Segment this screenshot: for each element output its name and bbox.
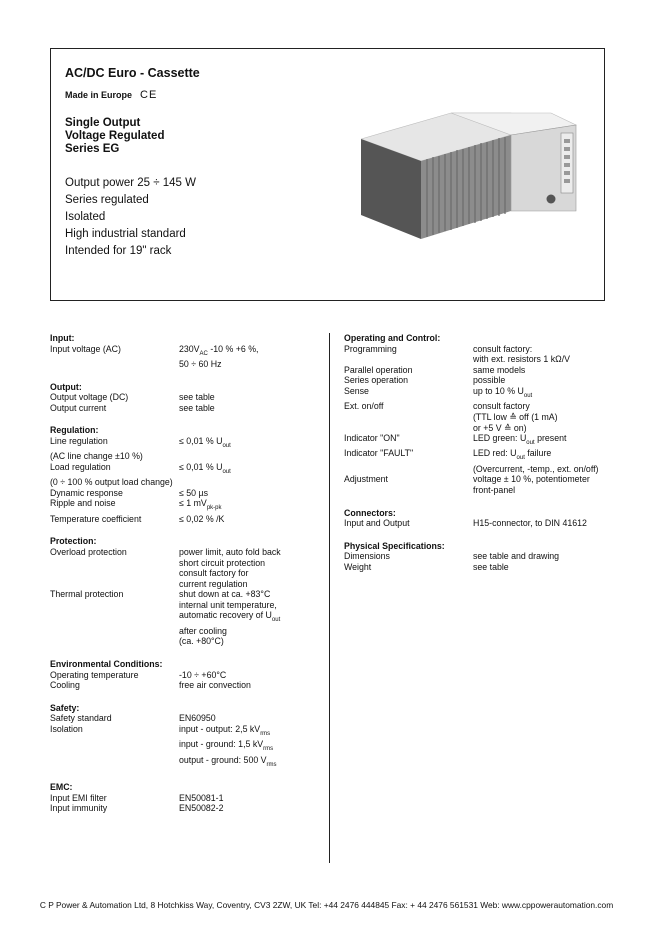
spec-key [50, 568, 179, 579]
spec-value: see table and drawing [473, 551, 560, 562]
bullet-item: Series regulated [65, 194, 149, 206]
spec-section [50, 703, 320, 770]
spec-value: consult factory [473, 401, 530, 412]
spec-key: Operating temperature [50, 669, 139, 680]
spec-key: Dimensions [344, 551, 390, 562]
spec-value: up to 10 % $U_{out}$ [473, 385, 533, 399]
footer-contact: C P Power & Automation Ltd, 8 Hotchkiss Way, Coventry, CV3 2ZW, UK Tel: +44 2476 444845 Fax: + 44 2476 561531 Web: www.cppowerautomation.com [39, 900, 614, 910]
spec-value: current regulation [179, 578, 248, 589]
spec-row [50, 803, 320, 814]
spec-row [344, 412, 644, 423]
spec-value: shut down at ca. +83°C [179, 589, 271, 600]
spec-row [50, 359, 320, 370]
spec-value: or +5 V ≙ on) [473, 422, 527, 433]
spec-value: consult factory for [179, 568, 249, 579]
spec-value: voltage ± 10 %, potentiometer [473, 474, 590, 485]
spec-key: Indicator "ON" [344, 433, 400, 444]
document-title: AC/DC Euro - Cassette [65, 66, 200, 80]
spec-row [50, 724, 320, 739]
spec-section [344, 508, 644, 529]
spec-row [344, 354, 644, 365]
spec-key: Ext. on/off [344, 401, 384, 412]
spec-key: Weight [344, 561, 372, 572]
spec-key [344, 485, 473, 496]
spec-section [50, 382, 320, 414]
spec-key: Input voltage (AC) [50, 343, 121, 354]
spec-row [50, 670, 320, 681]
bullet-item: High industrial standard [65, 228, 186, 240]
spec-section [344, 333, 644, 496]
spec-section-title: Output: [50, 381, 82, 392]
spec-value: power limit, auto fold back [179, 546, 281, 557]
spec-row [50, 610, 320, 625]
spec-value: LED red: $U_{out}$ failure [473, 448, 552, 462]
spec-section-title: Input: [50, 333, 75, 343]
spec-value: see table [179, 402, 215, 413]
spec-key [50, 359, 179, 370]
spec-section [50, 333, 320, 370]
spec-row [50, 392, 320, 403]
spec-key: Thermal protection [50, 589, 124, 600]
spec-section [344, 541, 644, 573]
spec-section [50, 659, 320, 691]
spec-value: ≤ 1 $mV_{pk-pk}$ [179, 498, 222, 512]
spec-row [50, 498, 320, 513]
spec-row [50, 558, 320, 569]
spec-section-title: Physical Specifications: [344, 540, 445, 551]
spec-key: Overload protection [50, 546, 127, 557]
spec-row [50, 589, 320, 600]
spec-row [50, 462, 320, 477]
spec-key: Sense [344, 385, 369, 396]
spec-value: EN50082-2 [179, 803, 224, 814]
spec-key: Cooling [50, 680, 80, 691]
spec-row [50, 600, 320, 611]
spec-value [179, 477, 320, 488]
spec-key: Isolation [50, 723, 83, 734]
spec-section-title: Safety: [50, 702, 80, 713]
spec-value: 50 ÷ 60 Hz [179, 358, 222, 369]
feature-item: Voltage Regulated [65, 130, 165, 142]
spec-key: Dynamic response [50, 487, 123, 498]
spec-value: ≤ 50 µs [179, 487, 208, 498]
spec-value: (ca. +80°C) [179, 636, 224, 647]
spec-row [50, 547, 320, 558]
bullet-list [65, 175, 196, 260]
spec-value: input - output: 2,5 $kV_{rms}$ [179, 723, 271, 737]
spec-key: Input and Output [344, 518, 410, 529]
spec-key [50, 739, 179, 754]
spec-key [50, 636, 179, 647]
feature-item: Single Output [65, 117, 141, 129]
spec-row [344, 474, 644, 485]
spec-row [344, 562, 644, 573]
spec-key: Input immunity [50, 803, 108, 814]
spec-key: (AC line change ±10 %) [50, 451, 143, 462]
spec-value: -10 ÷ +60°C [179, 669, 227, 680]
spec-key: Safety standard [50, 713, 112, 724]
spec-key: Programming [344, 343, 397, 354]
made-in-row [65, 89, 157, 101]
spec-row [344, 518, 644, 529]
spec-row [50, 739, 320, 754]
spec-section-title: EMC: [50, 782, 73, 792]
spec-section [50, 536, 320, 647]
feature-item: Series EG [65, 143, 120, 155]
spec-key: Output voltage (DC) [50, 392, 129, 403]
spec-row [344, 365, 644, 376]
spec-value: output - ground: 500 $V_{rms}$ [179, 754, 277, 768]
spec-row [344, 375, 644, 386]
spec-value: front-panel [473, 484, 516, 495]
bullet-item: Output power 25 ÷ 145 W [65, 177, 196, 189]
spec-key [50, 579, 179, 590]
spec-row [50, 713, 320, 724]
column-divider [329, 333, 330, 863]
spec-row [344, 386, 644, 401]
spec-section [50, 425, 320, 524]
spec-section-title: Protection: [50, 536, 97, 547]
spec-row [50, 477, 320, 488]
spec-key [50, 558, 179, 569]
spec-value [179, 451, 320, 462]
spec-key: Parallel operation [344, 364, 413, 375]
spec-section-title: Regulation: [50, 425, 99, 436]
spec-key: Line regulation [50, 435, 108, 446]
spec-value: automatic recovery of $U_{out}$ [179, 610, 281, 624]
spec-key [344, 354, 473, 365]
spec-row [344, 401, 644, 412]
spec-value: internal unit temperature, [179, 599, 277, 610]
spec-value: see table [473, 561, 509, 572]
spec-row [344, 551, 644, 562]
spec-value: same models [473, 364, 526, 375]
spec-value: short circuit protection [179, 557, 266, 568]
spec-key: Input EMI filter [50, 792, 107, 803]
specs-left-column [50, 333, 320, 826]
bullet-item: Intended for 19" rack [65, 245, 172, 257]
spec-row [50, 436, 320, 451]
spec-value: consult factory: [473, 343, 533, 354]
spec-value: (Overcurrent, -temp., ext. on/off) [473, 463, 599, 474]
spec-row [344, 485, 644, 496]
specs-right-column [344, 333, 644, 585]
feature-list [65, 117, 164, 156]
spec-row [50, 755, 320, 770]
spec-key [50, 755, 179, 770]
spec-value: $230V_{AC}$ -10 % +6 %, [179, 343, 259, 357]
spec-row [50, 680, 320, 691]
spec-value: ≤ 0,01 % $U_{out}$ [179, 461, 231, 475]
spec-key: Series operation [344, 375, 409, 386]
spec-row [50, 568, 320, 579]
spec-value: (TTL low ≙ off (1 mA) [473, 411, 558, 422]
ce-mark-icon: CE [140, 89, 158, 101]
spec-key: Adjustment [344, 474, 389, 485]
spec-value: possible [473, 375, 506, 386]
spec-row [50, 403, 320, 414]
spec-value: after cooling [179, 625, 227, 636]
header-box [50, 48, 605, 301]
spec-value: EN50081-1 [179, 792, 224, 803]
spec-section-title: Operating and Control: [344, 333, 441, 343]
spec-key: Ripple and noise [50, 498, 116, 509]
spec-value: LED green: $U_{out}$ present [473, 433, 567, 446]
spec-value: with ext. resistors 1 kΩ/V [473, 354, 571, 365]
spec-key [50, 610, 179, 625]
spec-key [344, 464, 473, 475]
spec-key [344, 423, 473, 434]
spec-key [50, 600, 179, 611]
spec-row [344, 423, 644, 434]
spec-key [344, 412, 473, 423]
spec-key: Load regulation [50, 461, 111, 472]
spec-key: Indicator "FAULT" [344, 448, 414, 459]
spec-value: input - ground: 1,5 $kV_{rms}$ [179, 739, 274, 753]
spec-section [50, 782, 320, 814]
spec-row [50, 793, 320, 804]
spec-row [50, 344, 320, 359]
spec-row [50, 579, 320, 590]
spec-value: EN60950 [179, 713, 216, 724]
spec-section-title: Environmental Conditions: [50, 659, 163, 669]
product-photo [361, 111, 581, 241]
spec-value: ≤ 0,02 % /K [179, 513, 225, 524]
spec-row [50, 636, 320, 647]
bullet-item: Isolated [65, 211, 106, 223]
spec-value: free air convection [179, 680, 251, 691]
spec-value: see table [179, 392, 215, 403]
spec-section-title: Connectors: [344, 507, 396, 518]
spec-row [50, 488, 320, 499]
spec-key: (0 ÷ 100 % output load change) [50, 477, 173, 488]
spec-row [344, 448, 644, 463]
spec-row [50, 514, 320, 525]
spec-row [344, 464, 644, 475]
spec-value: ≤ 0,01 % $U_{out}$ [179, 435, 231, 449]
spec-row [344, 433, 644, 448]
spec-key [50, 626, 179, 637]
spec-row [50, 626, 320, 637]
spec-key: Output current [50, 402, 107, 413]
spec-row [50, 451, 320, 462]
made-in-label: Made in Europe [65, 90, 133, 100]
spec-row [344, 344, 644, 355]
spec-value: H15-connector, to DIN 41612 [473, 518, 587, 529]
spec-key: Temperature coefficient [50, 513, 142, 524]
